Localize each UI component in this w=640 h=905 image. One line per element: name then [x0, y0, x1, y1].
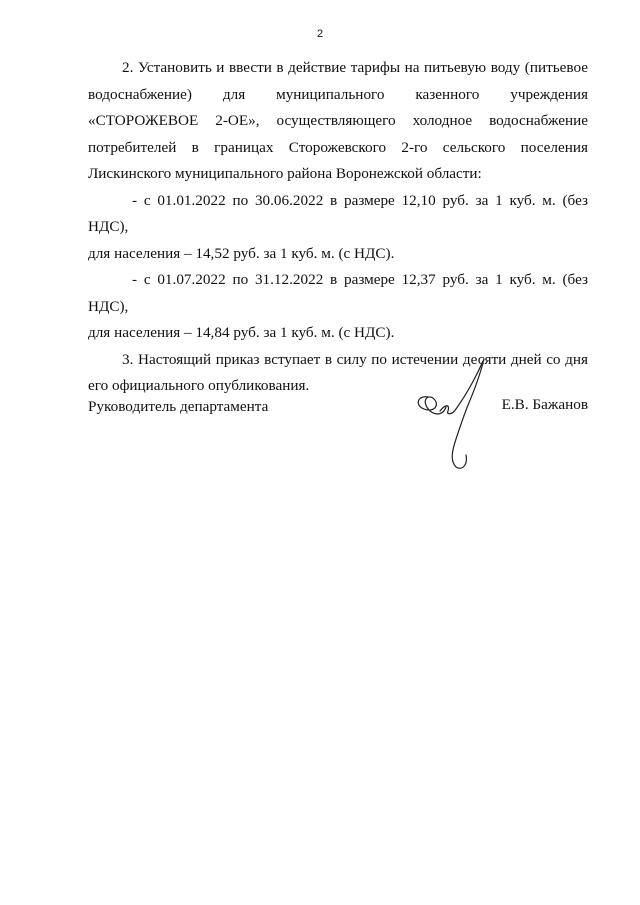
paragraph-2: 2. Установить и ввести в действие тарифы на питьевую воду (питьевое водоснабжение) для муниципального казенного учреждения «СТОРОЖЕВОЕ 2-ОЕ», осуществляющего холодное водоснабжение потребителей в границах Сторожевского 2-го сельского поселения Лискинского муниципального района Воронежской области:: [88, 59, 588, 182]
handwritten-signature: [410, 355, 500, 480]
signer-role: Руководитель департамента: [88, 398, 269, 415]
tariff-period-1-line-2: для населения – 14,52 руб. за 1 куб. м. (с НДС).: [88, 244, 395, 262]
document-body: [88, 55, 588, 400]
signer-name: Е.В. Бажанов: [501, 396, 588, 413]
tariff-period-2-line-2: для населения – 14,84 руб. за 1 куб. м. (с НДС).: [88, 324, 395, 341]
tariff-period-1-line-1: - с 01.01.2022 по 30.06.2022 в размере 12,10 руб. за 1 куб. м. (без НДС),: [88, 191, 588, 235]
page-number: 2: [316, 28, 324, 40]
signature-block: [88, 396, 588, 426]
tariff-period-2-line-1: - с 01.07.2022 по 31.12.2022 в размере 12,37 руб. за 1 куб. м. (без НДС),: [88, 271, 588, 315]
paragraph-3: 3. Настоящий приказ вступает в силу по истечении десяти дней со дня его официального опубликования.: [88, 350, 588, 394]
